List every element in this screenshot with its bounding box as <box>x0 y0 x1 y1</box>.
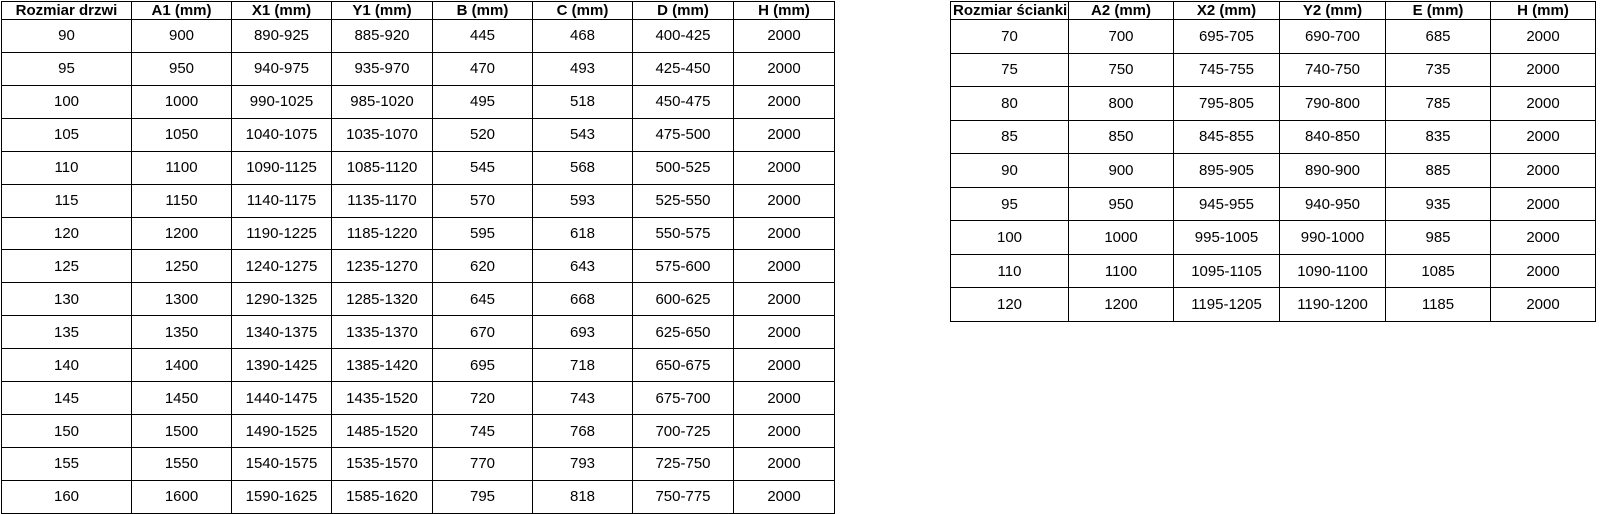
table-cell: 750-775 <box>633 480 734 513</box>
table-cell: 2000 <box>1491 154 1596 188</box>
table-cell: 1390-1425 <box>232 349 332 382</box>
table-cell: 495 <box>433 85 533 118</box>
table-cell: 1590-1625 <box>232 480 332 513</box>
table-cell: 135 <box>2 316 132 349</box>
table-cell: 110 <box>2 151 132 184</box>
table-row <box>951 120 1596 154</box>
table-cell: 85 <box>951 120 1069 154</box>
table-cell: 1095-1105 <box>1174 254 1280 288</box>
table-cell: 2000 <box>1491 20 1596 54</box>
table-cell: 690-700 <box>1280 20 1386 54</box>
table-cell: 900 <box>1069 154 1174 188</box>
table-cell: 110 <box>951 254 1069 288</box>
table-cell: 795-805 <box>1174 87 1280 121</box>
table-cell: 1100 <box>1069 254 1174 288</box>
table-cell: 1340-1375 <box>232 316 332 349</box>
table-cell: 620 <box>433 250 533 283</box>
table-cell: 1090-1125 <box>232 151 332 184</box>
table-cell: 1435-1520 <box>332 382 433 415</box>
table-cell: 2000 <box>734 250 835 283</box>
table-cell: 445 <box>433 20 533 53</box>
table-cell: 1490-1525 <box>232 415 332 448</box>
table-cell: 2000 <box>734 184 835 217</box>
table-cell: 2000 <box>734 217 835 250</box>
table-cell: 745 <box>433 415 533 448</box>
table-cell: 100 <box>2 85 132 118</box>
table-row <box>2 480 835 513</box>
table-cell: 593 <box>533 184 633 217</box>
table-row <box>2 415 835 448</box>
table-cell: 1190-1200 <box>1280 288 1386 322</box>
table-cell: 95 <box>951 187 1069 221</box>
table-cell: 150 <box>2 415 132 448</box>
table-cell: 675-700 <box>633 382 734 415</box>
table-cell: 1085-1120 <box>332 151 433 184</box>
table-row <box>2 151 835 184</box>
table-row <box>2 382 835 415</box>
table-cell: 470 <box>433 52 533 85</box>
column-header: E (mm) <box>1386 2 1491 20</box>
table-row <box>2 184 835 217</box>
table-cell: 840-850 <box>1280 120 1386 154</box>
column-header: H (mm) <box>1491 2 1596 20</box>
table-cell: 1135-1170 <box>332 184 433 217</box>
table-cell: 670 <box>433 316 533 349</box>
table-cell: 935 <box>1386 187 1491 221</box>
table-cell: 575-600 <box>633 250 734 283</box>
table-cell: 1140-1175 <box>232 184 332 217</box>
table-cell: 1350 <box>132 316 232 349</box>
table-cell: 145 <box>2 382 132 415</box>
table-cell: 2000 <box>1491 254 1596 288</box>
table-cell: 643 <box>533 250 633 283</box>
table-cell: 940-975 <box>232 52 332 85</box>
table-cell: 1035-1070 <box>332 118 433 151</box>
table-cell: 950 <box>132 52 232 85</box>
table-cell: 525-550 <box>633 184 734 217</box>
table-row <box>2 447 835 480</box>
table-cell: 100 <box>951 221 1069 255</box>
table-cell: 1285-1320 <box>332 283 433 316</box>
table-cell: 1235-1270 <box>332 250 433 283</box>
table-cell: 595 <box>433 217 533 250</box>
table-cell: 70 <box>951 20 1069 54</box>
table-cell: 493 <box>533 52 633 85</box>
table-cell: 520 <box>433 118 533 151</box>
table-row <box>2 349 835 382</box>
table-cell: 2000 <box>734 382 835 415</box>
table-cell: 795 <box>433 480 533 513</box>
table-cell: 1250 <box>132 250 232 283</box>
table-cell: 1400 <box>132 349 232 382</box>
table-row <box>2 20 835 53</box>
table-cell: 885-920 <box>332 20 433 53</box>
column-header: A1 (mm) <box>132 2 232 20</box>
table-cell: 570 <box>433 184 533 217</box>
table-cell: 890-900 <box>1280 154 1386 188</box>
table-cell: 130 <box>2 283 132 316</box>
table-cell: 2000 <box>734 480 835 513</box>
table-cell: 120 <box>951 288 1069 322</box>
table-cell: 450-475 <box>633 85 734 118</box>
table-cell: 750 <box>1069 53 1174 87</box>
table-cell: 2000 <box>734 349 835 382</box>
table-row <box>951 154 1596 188</box>
column-header: C (mm) <box>533 2 633 20</box>
column-header: Y2 (mm) <box>1280 2 1386 20</box>
table-cell: 1585-1620 <box>332 480 433 513</box>
header-row <box>2 2 835 20</box>
column-header: H (mm) <box>734 2 835 20</box>
table-row <box>2 52 835 85</box>
column-header: A2 (mm) <box>1069 2 1174 20</box>
table-cell: 600-625 <box>633 283 734 316</box>
table-cell: 2000 <box>1491 288 1596 322</box>
table-cell: 800 <box>1069 87 1174 121</box>
table-cell: 695 <box>433 349 533 382</box>
table-cell: 1385-1420 <box>332 349 433 382</box>
table-cell: 985-1020 <box>332 85 433 118</box>
table-cell: 990-1000 <box>1280 221 1386 255</box>
table-cell: 1190-1225 <box>232 217 332 250</box>
table-cell: 718 <box>533 349 633 382</box>
table-cell: 1535-1570 <box>332 447 433 480</box>
table-cell: 2000 <box>734 118 835 151</box>
table-cell: 2000 <box>734 283 835 316</box>
table-cell: 2000 <box>734 447 835 480</box>
table-cell: 550-575 <box>633 217 734 250</box>
table-row <box>951 288 1596 322</box>
table-cell: 1185-1220 <box>332 217 433 250</box>
table-cell: 1150 <box>132 184 232 217</box>
table-row <box>951 254 1596 288</box>
table-cell: 835 <box>1386 120 1491 154</box>
table-cell: 2000 <box>734 415 835 448</box>
table-cell: 2000 <box>734 151 835 184</box>
table-cell: 940-950 <box>1280 187 1386 221</box>
table-cell: 745-755 <box>1174 53 1280 87</box>
table-cell: 543 <box>533 118 633 151</box>
table-cell: 500-525 <box>633 151 734 184</box>
table-cell: 618 <box>533 217 633 250</box>
table-cell: 895-905 <box>1174 154 1280 188</box>
table-cell: 950 <box>1069 187 1174 221</box>
table-cell: 1050 <box>132 118 232 151</box>
table-cell: 1550 <box>132 447 232 480</box>
table-row <box>951 187 1596 221</box>
table-cell: 2000 <box>734 316 835 349</box>
column-header: X2 (mm) <box>1174 2 1280 20</box>
doors-dimensions-table <box>1 1 835 514</box>
table-row <box>2 85 835 118</box>
table-cell: 105 <box>2 118 132 151</box>
table-cell: 990-1025 <box>232 85 332 118</box>
table-cell: 80 <box>951 87 1069 121</box>
table-cell: 850 <box>1069 120 1174 154</box>
header-row <box>951 2 1596 20</box>
table-cell: 1600 <box>132 480 232 513</box>
table-cell: 2000 <box>734 20 835 53</box>
table-cell: 890-925 <box>232 20 332 53</box>
table-cell: 1300 <box>132 283 232 316</box>
table-cell: 115 <box>2 184 132 217</box>
table-cell: 475-500 <box>633 118 734 151</box>
table-cell: 1540-1575 <box>232 447 332 480</box>
table-row <box>2 118 835 151</box>
table-cell: 125 <box>2 250 132 283</box>
table-cell: 743 <box>533 382 633 415</box>
table-cell: 900 <box>132 20 232 53</box>
table-cell: 140 <box>2 349 132 382</box>
table-cell: 845-855 <box>1174 120 1280 154</box>
table-cell: 1450 <box>132 382 232 415</box>
table-cell: 625-650 <box>633 316 734 349</box>
table-cell: 1100 <box>132 151 232 184</box>
table-cell: 425-450 <box>633 52 734 85</box>
table-cell: 90 <box>2 20 132 53</box>
table-cell: 2000 <box>1491 120 1596 154</box>
table-cell: 818 <box>533 480 633 513</box>
table-cell: 2000 <box>1491 87 1596 121</box>
table-cell: 793 <box>533 447 633 480</box>
table-row <box>2 316 835 349</box>
table-cell: 95 <box>2 52 132 85</box>
table-cell: 1485-1520 <box>332 415 433 448</box>
table-cell: 770 <box>433 447 533 480</box>
walls-dimensions-table <box>950 1 1596 322</box>
table-cell: 740-750 <box>1280 53 1386 87</box>
table-cell: 2000 <box>1491 221 1596 255</box>
column-header: Rozmiar ścianki <box>951 2 1069 20</box>
table-cell: 2000 <box>734 85 835 118</box>
table-cell: 1090-1100 <box>1280 254 1386 288</box>
table-cell: 785 <box>1386 87 1491 121</box>
table-cell: 400-425 <box>633 20 734 53</box>
table-cell: 1500 <box>132 415 232 448</box>
table-cell: 720 <box>433 382 533 415</box>
table-cell: 1195-1205 <box>1174 288 1280 322</box>
table-cell: 2000 <box>1491 53 1596 87</box>
table-cell: 790-800 <box>1280 87 1386 121</box>
table-row <box>2 250 835 283</box>
table-cell: 700 <box>1069 20 1174 54</box>
table-cell: 1000 <box>1069 221 1174 255</box>
table-cell: 1335-1370 <box>332 316 433 349</box>
table-row <box>951 53 1596 87</box>
table-cell: 545 <box>433 151 533 184</box>
table-cell: 1000 <box>132 85 232 118</box>
table-cell: 725-750 <box>633 447 734 480</box>
table-cell: 75 <box>951 53 1069 87</box>
table-cell: 1200 <box>1069 288 1174 322</box>
table-cell: 935-970 <box>332 52 433 85</box>
table-cell: 645 <box>433 283 533 316</box>
table-cell: 650-675 <box>633 349 734 382</box>
table-cell: 945-955 <box>1174 187 1280 221</box>
table-cell: 518 <box>533 85 633 118</box>
column-header: Rozmiar drzwi <box>2 2 132 20</box>
table-cell: 155 <box>2 447 132 480</box>
table-cell: 568 <box>533 151 633 184</box>
table-cell: 768 <box>533 415 633 448</box>
table-cell: 985 <box>1386 221 1491 255</box>
table-cell: 1085 <box>1386 254 1491 288</box>
table-row <box>2 283 835 316</box>
table-cell: 1185 <box>1386 288 1491 322</box>
table-row <box>951 20 1596 54</box>
table-cell: 2000 <box>734 52 835 85</box>
table-cell: 1200 <box>132 217 232 250</box>
table-cell: 1040-1075 <box>232 118 332 151</box>
table-cell: 668 <box>533 283 633 316</box>
table-cell: 685 <box>1386 20 1491 54</box>
table-cell: 1440-1475 <box>232 382 332 415</box>
column-header: Y1 (mm) <box>332 2 433 20</box>
table-cell: 2000 <box>1491 187 1596 221</box>
table-cell: 1290-1325 <box>232 283 332 316</box>
table-cell: 735 <box>1386 53 1491 87</box>
table-cell: 693 <box>533 316 633 349</box>
table-cell: 1240-1275 <box>232 250 332 283</box>
table-cell: 700-725 <box>633 415 734 448</box>
column-header: B (mm) <box>433 2 533 20</box>
table-row <box>2 217 835 250</box>
table-row <box>951 221 1596 255</box>
table-cell: 160 <box>2 480 132 513</box>
table-cell: 120 <box>2 217 132 250</box>
table-row <box>951 87 1596 121</box>
column-header: D (mm) <box>633 2 734 20</box>
table-cell: 885 <box>1386 154 1491 188</box>
table-cell: 995-1005 <box>1174 221 1280 255</box>
table-cell: 468 <box>533 20 633 53</box>
table-cell: 695-705 <box>1174 20 1280 54</box>
table-cell: 90 <box>951 154 1069 188</box>
column-header: X1 (mm) <box>232 2 332 20</box>
